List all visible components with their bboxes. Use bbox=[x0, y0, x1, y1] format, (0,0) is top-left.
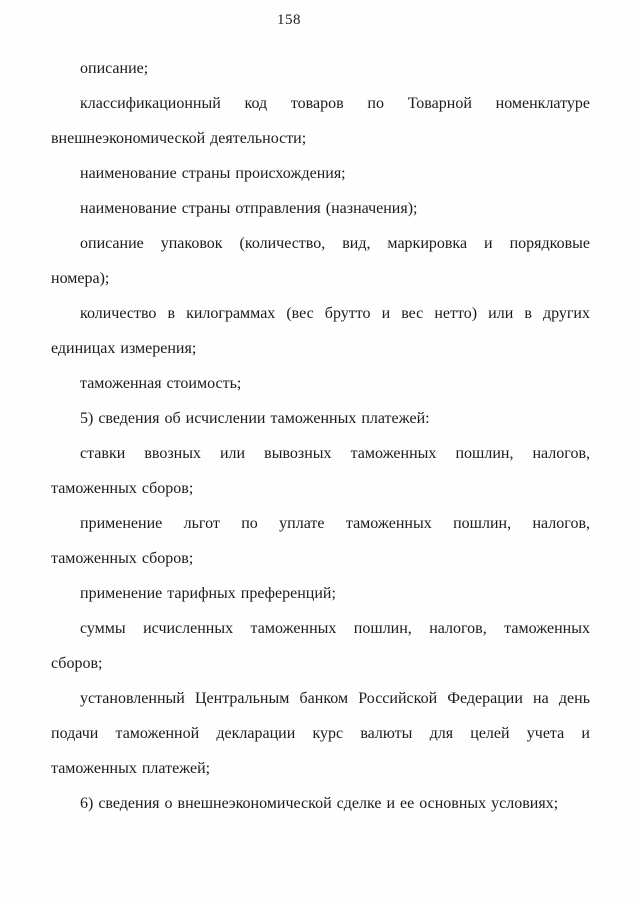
paragraph bbox=[51, 436, 590, 506]
text-line: наименование страны происхождения; bbox=[80, 165, 346, 182]
text-line: единицах измерения; bbox=[51, 340, 197, 357]
text-line: таможенных сборов; bbox=[51, 480, 194, 497]
paragraph bbox=[51, 156, 590, 191]
text-line: 5) сведения об исчислении таможенных платежей: bbox=[80, 410, 430, 427]
paragraph bbox=[51, 401, 590, 436]
text-line: количество в килограммах (вес брутто и вес нетто) или в других bbox=[80, 305, 590, 322]
document-body bbox=[0, 51, 640, 821]
text-line: описание; bbox=[80, 60, 149, 77]
text-line: таможенных платежей; bbox=[51, 760, 211, 777]
page-number: 158 bbox=[277, 12, 301, 28]
text-line: установленный Центральным банком Российской Федерации на день bbox=[80, 690, 590, 707]
text-line: классификационный код товаров по Товарной номенклатуре bbox=[80, 95, 590, 112]
paragraph bbox=[51, 191, 590, 226]
text-line: применение льгот по уплате таможенных пошлин, налогов, bbox=[80, 515, 590, 532]
text-line: наименование страны отправления (назначения); bbox=[80, 200, 418, 217]
text-line: описание упаковок (количество, вид, маркировка и порядковые bbox=[80, 235, 590, 252]
paragraph bbox=[51, 366, 590, 401]
text-line: 6) сведения о внешнеэкономической сделке и ее основных условиях; bbox=[80, 795, 559, 812]
paragraph bbox=[51, 576, 590, 611]
paragraph bbox=[51, 86, 590, 156]
paragraph bbox=[51, 226, 590, 296]
paragraph bbox=[51, 506, 590, 576]
text-line: таможенная стоимость; bbox=[80, 375, 242, 392]
paragraph bbox=[51, 51, 590, 86]
text-line: внешнеэкономической деятельности; bbox=[51, 130, 307, 147]
text-line: применение тарифных преференций; bbox=[80, 585, 336, 602]
text-line: ставки ввозных или вывозных таможенных пошлин, налогов, bbox=[80, 445, 590, 462]
paragraph bbox=[51, 296, 590, 366]
text-line: подачи таможенной декларации курс валюты для целей учета и bbox=[51, 725, 590, 742]
text-line: суммы исчисленных таможенных пошлин, налогов, таможенных bbox=[80, 620, 590, 637]
text-line: таможенных сборов; bbox=[51, 550, 194, 567]
text-line: сборов; bbox=[51, 655, 103, 672]
paragraph bbox=[51, 611, 590, 681]
paragraph bbox=[51, 786, 590, 821]
text-line: номера); bbox=[51, 270, 110, 287]
paragraph bbox=[51, 681, 590, 786]
